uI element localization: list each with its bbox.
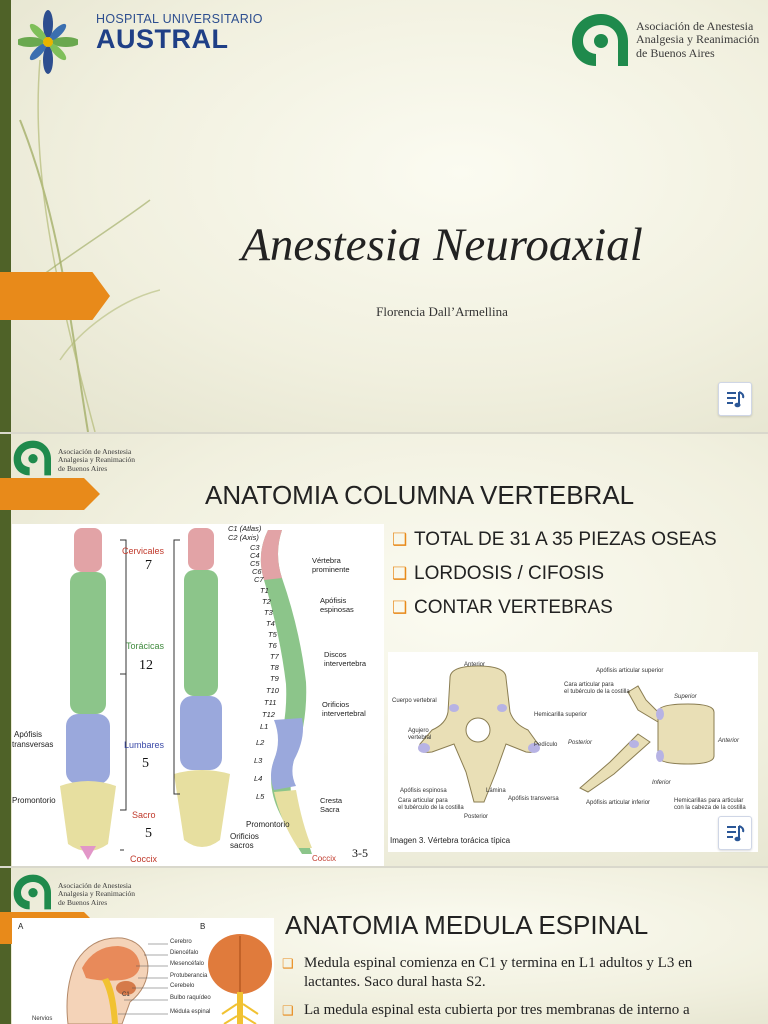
label-tuberculo: el tubérculo de la costilla — [398, 805, 464, 811]
vertebra-label: T1 — [260, 586, 269, 595]
label-intervertebral: intervertebral — [322, 709, 366, 718]
bullet-item — [390, 560, 750, 587]
audio-note-icon — [724, 388, 746, 410]
flower-logo-icon — [18, 6, 78, 76]
association-logo — [570, 10, 760, 72]
vertebra-label: T8 — [270, 663, 279, 672]
thoracic-vertebra-illustration — [388, 652, 758, 852]
brain-drawing — [12, 918, 274, 1024]
left-accent-bar — [0, 868, 11, 1024]
bullet-square-icon: ❑ — [282, 956, 294, 971]
label-inferior: Inferior — [652, 780, 671, 786]
association-name-line1: Asociación de Anestesia — [636, 19, 754, 33]
label-apofisis: Apófisis — [14, 730, 43, 739]
association-a-logo-icon — [12, 872, 54, 912]
vertebra-label: C2 (Axis) — [228, 533, 259, 542]
vertebra-label: L2 — [256, 738, 265, 747]
label-cresta: Cresta — [320, 796, 343, 805]
hospital-austral-logo — [14, 4, 263, 76]
spine-anatomy-slide — [0, 434, 768, 866]
association-name-line3: de Buenos Aires — [636, 45, 715, 60]
label-cuerpo-vertebral: Cuerpo vertebral — [392, 698, 437, 704]
label-anterior-right: Anterior — [718, 738, 740, 744]
label-cervicales: Cervicales — [122, 546, 165, 556]
label-cara-articular: Cara articular para — [398, 798, 448, 804]
label-mesencefalo: Mesencéfalo — [170, 961, 205, 967]
association-name-line2: Analgesia y Reanimación — [636, 32, 760, 47]
association-name-line1: Asociación de Anestesia — [58, 447, 132, 456]
bullet-text: La medula espinal esta cubierta por tres membranas de interno a — [304, 1002, 690, 1018]
spine-illustration — [12, 524, 384, 866]
label-superior: Superior — [674, 694, 697, 700]
label-pediculo: Pedículo — [534, 742, 558, 748]
label-posterior: Posterior — [464, 814, 489, 820]
vertebra-side-view — [580, 686, 714, 792]
vertebra-label: T7 — [270, 652, 279, 661]
bullet-text: LORDOSIS / CIFOSIS — [414, 563, 605, 584]
label-cara-articular-right: Cara articular para — [564, 682, 614, 688]
bullet-text: CONTAR VERTEBRAS — [414, 597, 613, 618]
label-articular-inferior: Apófisis articular inferior — [586, 800, 651, 806]
label-espinosas: espinosas — [320, 605, 354, 614]
label-intervertebra: intervertebra — [324, 659, 367, 668]
author-name: Florencia Dall’Armellina — [376, 304, 508, 319]
label-medula: Médula espinal — [170, 1009, 211, 1015]
brain-posterior-view — [208, 934, 272, 1024]
association-name-line1: Asociación de Anestesia — [58, 881, 132, 890]
label-promontorio-side: Promontorio — [246, 820, 290, 829]
bullet-item — [280, 1001, 740, 1020]
bullet-text: TOTAL DE 31 A 35 PIEZAS OSEAS — [414, 529, 717, 550]
vertebra-label: C7 — [254, 575, 264, 584]
vertebra-label: T9 — [270, 674, 279, 683]
count-lumbar: 5 — [142, 756, 149, 771]
vertebra-label: T4 — [266, 619, 275, 628]
label-cerebro: Cerebro — [170, 939, 192, 945]
vertebra-label: C1 (Atlas) — [228, 524, 262, 533]
spine-front-view — [60, 528, 116, 860]
count-sacrum: 5 — [145, 826, 152, 841]
vertebra-label: T2 — [262, 597, 271, 606]
count-coccyx: 3-5 — [352, 846, 368, 860]
vertebra-label: T5 — [268, 630, 277, 639]
label-bulbo: Bulbo raquídeo — [170, 995, 211, 1001]
left-accent-bar — [0, 0, 11, 432]
label-apofisis-transversa: Apófisis transversa — [508, 796, 559, 802]
label-coccix: Coccix — [130, 854, 158, 864]
hospital-name-line1: HOSPITAL UNIVERSITARIO — [96, 12, 263, 26]
label-diencefalo: Diencéfalo — [170, 950, 199, 956]
label-apofisis-espinosa: Apófisis espinosa — [400, 788, 447, 794]
presentation-title: Anestesia Neuroaxial — [241, 219, 643, 271]
label-tuberculo-right: el tubérculo de la costilla — [564, 689, 630, 695]
label-orificios-intervertebral: Orificios — [322, 700, 350, 709]
figure-caption: Imagen 3. Vértebra torácica típica — [390, 836, 511, 845]
label-cabeza-costilla: con la cabeza de la costilla — [674, 805, 746, 811]
vertebra-label: C3 — [250, 543, 260, 552]
spine-back-view — [174, 528, 230, 847]
label-sacra: Sacra — [320, 805, 340, 814]
label-anterior: Anterior — [464, 662, 486, 668]
audio-button[interactable] — [718, 382, 752, 416]
vertebra-label: C6 — [252, 567, 262, 576]
bullet-list — [390, 526, 750, 628]
association-name-line3: de Buenos Aires — [58, 897, 108, 907]
vertebra-label: T10 — [266, 686, 279, 695]
vertebra-label: T6 — [268, 641, 277, 650]
vertebra-label: L5 — [256, 792, 265, 801]
spinal-cord-slide — [0, 868, 768, 1024]
label-vertebral: vertebral — [408, 735, 432, 741]
vertebra-top-view — [418, 666, 540, 802]
audio-note-icon — [724, 822, 746, 844]
label-sacros: sacros — [230, 841, 254, 850]
label-vertebra: Vértebra — [312, 556, 341, 565]
label-toracicas: Torácicas — [126, 641, 165, 651]
bullet-square-icon: ❑ — [392, 530, 408, 549]
vertebra-label: C4 — [250, 551, 260, 560]
label-hemicarilla: Hemicarilla superior — [534, 712, 588, 718]
brain-spinal-cord-illustration — [12, 918, 274, 1024]
label-coccix-side: Coccix — [312, 854, 337, 863]
label-protuberancia: Protuberancia — [170, 973, 208, 979]
bullet-item — [390, 526, 750, 553]
bullet-square-icon: ❑ — [392, 598, 408, 617]
label-lamina: Lámina — [486, 788, 506, 794]
bullet-square-icon: ❑ — [282, 1003, 294, 1018]
vertebra-label: L4 — [254, 774, 263, 783]
label-apofisis-espinosas: Apófisis — [320, 596, 347, 605]
count-thoracic: 12 — [139, 658, 153, 673]
label-prominente: prominente — [312, 565, 350, 574]
label-lumbares: Lumbares — [124, 740, 165, 750]
vertebra-label: L1 — [260, 722, 269, 731]
association-a-logo-icon — [12, 438, 54, 478]
vertebra-label: L3 — [254, 756, 263, 765]
brain-sagittal-view — [67, 938, 148, 1024]
association-a-logo-icon — [570, 10, 632, 70]
label-sacro: Sacro — [132, 810, 156, 820]
orange-arrow-tab — [0, 478, 100, 510]
label-hemicarillas: Hemicarillas para articular — [674, 798, 744, 804]
label-c1: C1 — [122, 992, 130, 998]
panel-label-b: B — [200, 922, 206, 931]
association-logo — [12, 438, 152, 482]
label-nervios: Nervios — [32, 1016, 53, 1022]
spine-drawing — [12, 524, 384, 866]
association-name-line3: de Buenos Aires — [58, 463, 108, 473]
vertebra-label: C5 — [250, 559, 260, 568]
bullet-item — [390, 594, 750, 621]
association-logo — [12, 872, 152, 916]
vertebra-label: T12 — [262, 710, 275, 719]
label-articular-superior: Apófisis articular superior — [596, 668, 664, 674]
slide-title: ANATOMIA COLUMNA VERTEBRAL — [205, 480, 635, 510]
label-agujero: Agujero — [408, 728, 429, 734]
association-name-line2: Analgesia y Reanimación — [58, 889, 136, 899]
title-slide — [0, 0, 768, 432]
label-transversas: transversas — [12, 740, 54, 749]
label-discos: Discos — [324, 650, 347, 659]
label-posterior-right: Posterior — [568, 740, 593, 746]
bullet-list — [280, 954, 740, 1024]
association-name-line2: Analgesia y Reanimación — [58, 455, 136, 465]
vertebra-label: T11 — [264, 698, 277, 707]
vertebra-label: T3 — [264, 608, 273, 617]
hospital-name-line2: AUSTRAL — [96, 24, 229, 54]
bullet-text: Medula espinal comienza en C1 y termina en L1 adultos y L3 en lactantes. Saco dural hasta S2. — [304, 955, 693, 990]
audio-button[interactable] — [718, 816, 752, 850]
panel-label-a: A — [18, 922, 24, 931]
bullet-item — [280, 954, 740, 992]
bullet-square-icon: ❑ — [392, 564, 408, 583]
label-cerebelo: Cerebelo — [170, 983, 195, 989]
label-promontorio: Promontorio — [12, 796, 56, 805]
label-orificios: Orificios — [230, 832, 259, 841]
slide-title: ANATOMIA MEDULA ESPINAL — [285, 910, 649, 940]
count-cervical: 7 — [145, 558, 152, 573]
